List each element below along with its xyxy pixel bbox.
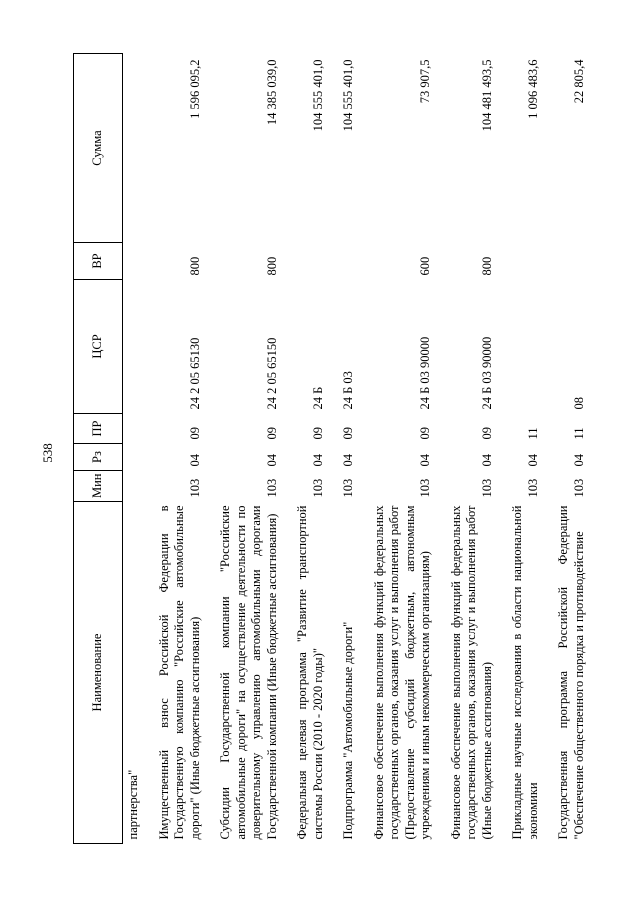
table-row [292, 54, 330, 844]
row-vr [553, 243, 591, 280]
row-rz [123, 444, 146, 471]
row-sum: 104 481 493,5 [479, 59, 494, 132]
row-rz: 04 [479, 454, 494, 467]
row-sum: 22 805,4 [571, 59, 586, 104]
col-header-pr: ПР [74, 414, 123, 444]
col-header-sum: Сумма [74, 54, 123, 243]
row-rz: 04 [418, 454, 432, 467]
row-rz: 04 [264, 454, 279, 467]
row-vr: 800 [187, 256, 202, 276]
row-vr: 800 [479, 256, 494, 276]
row-name: Прикладные научные исследования в области национальной экономики [510, 505, 540, 840]
row-min [123, 471, 146, 502]
row-pr: 09 [479, 427, 494, 440]
table-row [446, 54, 500, 844]
col-header-csr: ЦСР [74, 280, 123, 414]
row-csr: 24 Б [310, 386, 325, 410]
col-header-rz: Рз [74, 444, 123, 471]
row-pr: 09 [310, 427, 325, 440]
row-name: Федеральная целевая программа "Развитие транспортной системы России (2010 - 2020 годы)" [295, 505, 325, 840]
table-row [123, 54, 146, 844]
row-vr [338, 243, 361, 280]
row-rz: 04 [310, 454, 325, 467]
row-csr: 24 2 05 65150 [264, 337, 279, 410]
row-min: 103 [264, 478, 279, 498]
page-number: 538 [40, 443, 55, 463]
row-pr [123, 414, 146, 444]
row-csr: 08 [571, 397, 586, 410]
budget-table-page [73, 54, 600, 844]
row-vr [507, 243, 545, 280]
col-header-min: Мин [74, 471, 123, 502]
row-min: 103 [571, 478, 586, 498]
row-name: Финансовое обеспечение выполнения функций федеральных государственных органов, оказания услуг и выполнения работ (Предоставление субсидий бюджетным, автономным учреждениям и иным некоммерческим организациям) [371, 505, 432, 840]
row-min: 103 [525, 478, 540, 498]
row-csr [507, 280, 545, 414]
table-row [369, 54, 438, 844]
table-row [507, 54, 545, 844]
row-pr: 09 [264, 427, 279, 440]
row-min: 103 [479, 478, 494, 498]
row-pr: 09 [341, 427, 355, 440]
row-rz: 04 [187, 454, 202, 467]
row-sum: 1 096 483,6 [525, 59, 540, 119]
row-pr: 11 [525, 427, 540, 440]
table-row [553, 54, 591, 844]
table-row [154, 54, 208, 844]
row-csr: 24 Б 03 90000 [479, 336, 494, 410]
row-name: Государственная программа Российской Федерации "Обеспечение общественного порядка и противодействие [556, 505, 586, 840]
row-name: партнерства" [126, 769, 140, 840]
row-sum: 104 555 401,0 [341, 59, 355, 132]
row-csr: 24 Б 03 90000 [418, 336, 432, 410]
col-header-name: Наименование [74, 502, 123, 844]
row-name: Подпрограмма "Автомобильные дороги" [341, 621, 355, 840]
row-sum: 104 555 401,0 [310, 59, 325, 132]
row-csr: 24 Б 03 [341, 371, 355, 410]
table-row [338, 54, 361, 844]
row-rz: 04 [525, 454, 540, 467]
row-vr [123, 243, 146, 280]
row-min: 103 [418, 478, 432, 498]
row-sum: 73 907,5 [418, 59, 432, 104]
row-vr [292, 243, 330, 280]
col-header-vr: ВР [74, 243, 123, 280]
row-sum [123, 54, 146, 243]
row-min: 103 [310, 478, 325, 498]
table-header-row [74, 54, 123, 844]
row-pr: 09 [418, 427, 432, 440]
row-rz: 04 [341, 454, 355, 467]
row-sum: 1 596 095,2 [187, 59, 202, 119]
row-pr: 11 [571, 427, 586, 440]
row-min: 103 [187, 478, 202, 498]
row-name: Имущественный взнос Российской Федерации в Государственную компанию "Российские автомобильные дороги" (Иные бюджетные ассигнования) [156, 505, 202, 840]
row-name: Финансовое обеспечение выполнения функций федеральных государственных органов, оказания услуг и выполнения работ (Иные бюджетные ассигнования) [448, 505, 494, 840]
row-csr: 24 2 05 65130 [187, 337, 202, 410]
row-vr: 600 [418, 256, 432, 276]
table-row [215, 54, 284, 844]
row-name: Субсидии Государственной компании "Российские автомобильные дороги" на осуществление деятельности по доверительному управлению автомобильными дорогами Государственной компании (Иные бюджетные ассигнования) [218, 505, 279, 840]
row-vr: 800 [264, 256, 279, 276]
row-csr [123, 280, 146, 414]
row-pr: 09 [187, 427, 202, 440]
row-min: 103 [341, 478, 355, 498]
row-rz: 04 [571, 454, 586, 467]
budget-table [73, 53, 591, 844]
row-sum: 14 385 039,0 [264, 59, 279, 126]
